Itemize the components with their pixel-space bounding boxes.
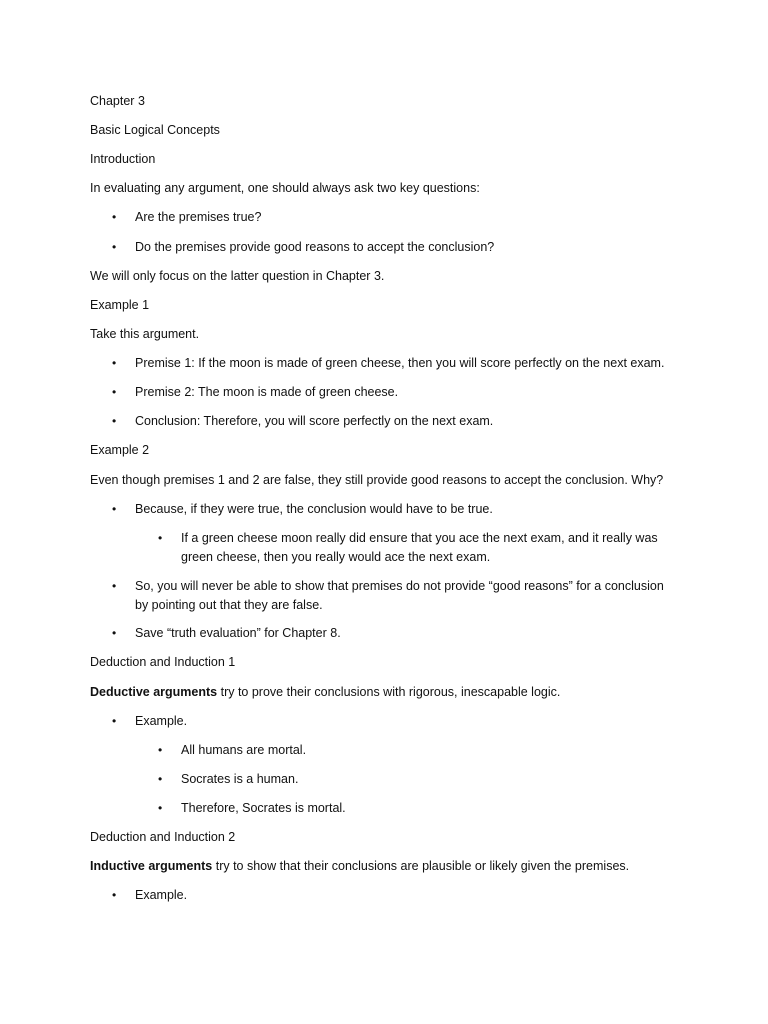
example1-intro: Take this argument.: [90, 327, 200, 341]
bullet-marker: •: [112, 626, 117, 640]
introduction-heading: Introduction: [90, 152, 156, 166]
example2-bullet-1: Because, if they were true, the conclusion would have to be true.: [135, 502, 493, 516]
bullet-marker: •: [112, 888, 117, 902]
sub-bullet-marker: •: [158, 743, 163, 757]
sub-bullet-marker: •: [158, 772, 163, 786]
intro-bullet-2: Do the premises provide good reasons to accept the conclusion?: [135, 240, 495, 254]
sub-bullet-marker: •: [158, 531, 163, 545]
chapter-title: Basic Logical Concepts: [90, 123, 220, 137]
deduction1-heading: Deduction and Induction 1: [90, 655, 236, 669]
chapter-label: Chapter 3: [90, 94, 145, 108]
example2-bullet-2: So, you will never be able to show that premises do not provide “good reasons” for a conclusion by pointing out that they are false.: [135, 579, 664, 612]
bullet-marker: •: [112, 210, 117, 224]
deductive-paragraph: [90, 683, 560, 702]
deductive-example-item-3: Therefore, Socrates is mortal.: [181, 801, 346, 815]
inductive-description: try to show that their conclusions are plausible or likely given the premises.: [212, 859, 630, 873]
deductive-example-label: Example.: [135, 714, 188, 728]
bullet-marker: •: [112, 414, 117, 428]
bullet-marker: •: [112, 356, 117, 370]
premise-2: Premise 2: The moon is made of green cheese.: [135, 385, 399, 399]
focus-paragraph: We will only focus on the latter question in Chapter 3.: [90, 269, 385, 283]
bullet-marker: •: [112, 385, 117, 399]
example2-subbullet: If a green cheese moon really did ensure that you ace the next exam, and it really was green cheese, then you really would ace the next exam.: [181, 531, 658, 564]
sub-bullet-marker: •: [158, 801, 163, 815]
inductive-example-label: Example.: [135, 888, 188, 902]
example2-paragraph: Even though premises 1 and 2 are false, they still provide good reasons to accept the conclusion. Why?: [90, 473, 664, 487]
deduction2-heading: Deduction and Induction 2: [90, 830, 236, 844]
intro-paragraph: In evaluating any argument, one should always ask two key questions:: [90, 181, 480, 195]
intro-bullet-1: Are the premises true?: [135, 210, 262, 224]
example1-heading: Example 1: [90, 298, 150, 312]
inductive-paragraph: [90, 857, 629, 876]
example2-heading: Example 2: [90, 443, 150, 457]
bullet-marker: •: [112, 502, 117, 516]
inductive-term: Inductive arguments: [90, 859, 213, 873]
deductive-example-item-2: Socrates is a human.: [181, 772, 299, 786]
bullet-marker: •: [112, 714, 117, 728]
example2-bullet-3: Save “truth evaluation” for Chapter 8.: [135, 626, 341, 640]
conclusion: Conclusion: Therefore, you will score perfectly on the next exam.: [135, 414, 494, 428]
deductive-example-item-1: All humans are mortal.: [181, 743, 307, 757]
bullet-marker: •: [112, 240, 117, 254]
bullet-marker: •: [112, 579, 117, 593]
premise-1: Premise 1: If the moon is made of green cheese, then you will score perfectly on the next exam.: [135, 356, 665, 370]
deductive-term: Deductive arguments: [90, 685, 218, 699]
deductive-description: try to prove their conclusions with rigorous, inescapable logic.: [217, 685, 561, 699]
